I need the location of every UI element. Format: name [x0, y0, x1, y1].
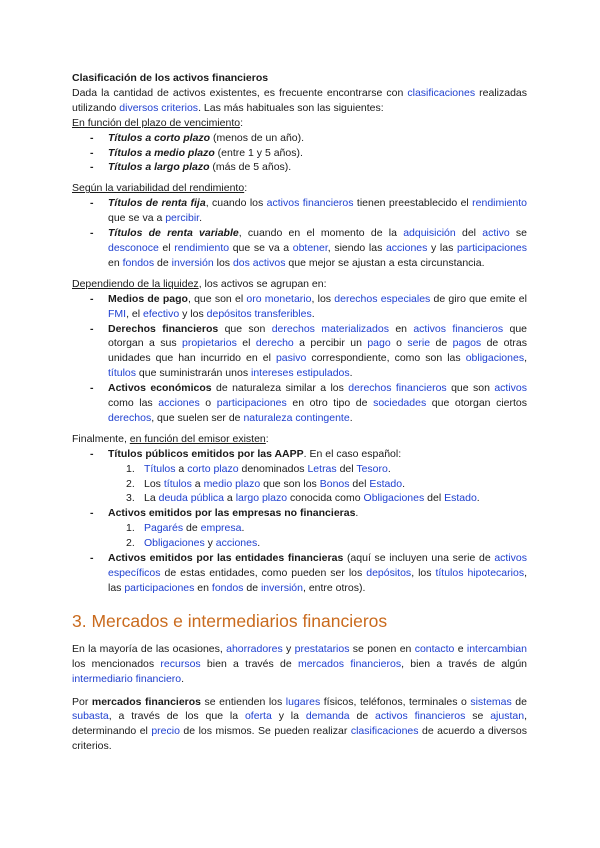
- bold-term: Derechos financieros: [108, 322, 219, 335]
- glossary-link[interactable]: pago: [367, 337, 391, 350]
- glossary-link[interactable]: medio plazo: [203, 477, 261, 490]
- text-run: denominados: [238, 462, 308, 475]
- text-run: de: [349, 710, 376, 723]
- text-run: a: [191, 477, 204, 490]
- glossary-link[interactable]: activos: [494, 382, 527, 395]
- text-run: que otorgan ciertos: [426, 397, 528, 410]
- glossary-link[interactable]: Obligaciones: [363, 492, 425, 505]
- glossary-link[interactable]: sistemas: [470, 695, 512, 708]
- glossary-link[interactable]: activo: [482, 227, 510, 240]
- glossary-link[interactable]: sociedades: [373, 397, 427, 410]
- glossary-link[interactable]: Títulos: [144, 462, 176, 475]
- glossary-link[interactable]: Obligaciones: [144, 537, 205, 550]
- text-run: se: [509, 227, 527, 240]
- sublist-item: 2. Obligaciones y acciones.: [126, 537, 261, 550]
- text-run: el: [236, 337, 256, 350]
- glossary-link[interactable]: percibir: [165, 212, 200, 225]
- text-run: de: [154, 256, 172, 269]
- text-run: de: [430, 337, 453, 350]
- glossary-link[interactable]: precio: [151, 725, 180, 738]
- glossary-link[interactable]: subasta: [72, 710, 109, 723]
- list-item: [72, 196, 527, 226]
- text-run: , entre otros).: [302, 581, 366, 594]
- text-run: a: [224, 492, 236, 505]
- glossary-link[interactable]: lugares: [285, 695, 321, 708]
- bold-term: Títulos a medio plazo: [108, 146, 215, 159]
- list-item: [72, 381, 527, 426]
- text-run: y: [282, 642, 295, 655]
- glossary-link[interactable]: propietarios: [181, 337, 237, 350]
- text-run: tienen preestablecido el: [353, 197, 473, 210]
- text-run: , cuando los: [205, 197, 267, 210]
- text-run: , a través de los que la: [108, 710, 245, 723]
- text-run: ,: [524, 352, 527, 365]
- text-run: del: [455, 227, 483, 240]
- text-run: se entienden los: [201, 695, 286, 708]
- text-run: .: [476, 492, 480, 505]
- text-run: .: [349, 411, 353, 424]
- glossary-link[interactable]: derechos especiales: [334, 292, 431, 305]
- text-run: o: [199, 397, 217, 410]
- glossary-link[interactable]: obtener: [292, 241, 328, 254]
- glossary-link[interactable]: activos financieros: [375, 710, 466, 723]
- glossary-link[interactable]: fondos: [211, 581, 244, 594]
- glossary-link[interactable]: Estado: [444, 492, 477, 505]
- text-run: que otorgan a sus: [108, 322, 528, 350]
- text-run: los mencionados: [72, 657, 161, 670]
- text-run: , que son el: [187, 292, 247, 305]
- glossary-link[interactable]: adquisición: [403, 227, 456, 240]
- text-run: a: [175, 462, 188, 475]
- liquidity-heading: Dependiendo de la liquidez, los activos se agrupan en:: [72, 277, 327, 290]
- text-run: de: [243, 581, 261, 594]
- glossary-link[interactable]: Estado: [369, 477, 403, 490]
- text-run: que suministrarán unos: [136, 367, 251, 380]
- list-item: [72, 160, 527, 175]
- bold-term: Activos económicos: [108, 382, 212, 395]
- text-run: físicos, teléfonos, terminales o: [320, 695, 471, 708]
- glossary-link[interactable]: acciones: [158, 397, 200, 410]
- bold-term: Títulos a corto plazo: [108, 131, 211, 144]
- glossary-link[interactable]: largo plazo: [235, 492, 288, 505]
- glossary-link[interactable]: ajustan: [490, 710, 525, 723]
- bold-term: mercados financieros: [91, 695, 202, 708]
- list-item: [72, 551, 527, 596]
- list-item: [72, 146, 527, 161]
- glossary-link[interactable]: Tesoro: [356, 462, 388, 475]
- bold-term: Títulos de renta variable: [108, 227, 239, 240]
- glossary-link[interactable]: depósitos: [366, 567, 412, 579]
- classification-title: Clasificación de los activos financieros: [72, 72, 269, 84]
- text-run: e: [454, 642, 467, 655]
- text-run: y las: [427, 241, 457, 254]
- text-run: se: [465, 710, 491, 723]
- sublist-item: 2. Los títulos a medio plazo que son los Bonos del Estado.: [126, 477, 405, 490]
- text-run: en: [108, 256, 123, 269]
- bold-term: Medios de pago: [108, 292, 188, 305]
- text-run: el: [158, 241, 175, 254]
- glossary-link[interactable]: deuda pública: [158, 492, 224, 505]
- glossary-link[interactable]: clasificaciones: [407, 86, 476, 99]
- text-run: , los: [411, 567, 436, 579]
- list-item: [72, 322, 527, 382]
- text-run: como las: [108, 397, 159, 410]
- text-run: realizadas utilizando: [72, 86, 527, 114]
- bold-term: Activos emitidos por las entidades financieras: [108, 552, 344, 565]
- glossary-link[interactable]: pagos: [452, 337, 482, 350]
- maturity-list: [72, 131, 527, 176]
- glossary-link[interactable]: demanda: [305, 710, 350, 723]
- bold-term: Títulos públicos emitidos por las AAPP: [108, 447, 304, 460]
- glossary-link[interactable]: acciones: [215, 537, 258, 550]
- text-run: correspondiente, como son las: [306, 352, 466, 365]
- text-run: . Las más habituales son las siguientes:: [198, 101, 384, 114]
- glossary-link[interactable]: rendimiento: [174, 241, 230, 254]
- text-run: , siendo las: [327, 241, 386, 254]
- glossary-link[interactable]: Bonos: [319, 477, 350, 490]
- text-run: de acuerdo a diversos criterios.: [72, 725, 527, 753]
- text-run: que son: [218, 322, 272, 335]
- glossary-link[interactable]: serie: [407, 337, 431, 350]
- text-run: y la: [271, 710, 306, 723]
- text-run: , el: [126, 307, 144, 320]
- glossary-link[interactable]: corto plazo: [187, 462, 239, 475]
- issuer-list: [72, 447, 527, 596]
- classification-intro: [72, 86, 527, 116]
- text-run: (menos de un año).: [210, 131, 305, 144]
- glossary-link[interactable]: participaciones: [124, 581, 195, 594]
- text-run: .: [199, 212, 202, 225]
- glossary-link[interactable]: inversión: [171, 256, 214, 269]
- list-item: [72, 226, 527, 271]
- text-run: del: [349, 477, 370, 490]
- glossary-link[interactable]: efectivo: [143, 307, 180, 320]
- glossary-link[interactable]: activos financieros: [266, 197, 354, 210]
- glossary-link[interactable]: inversión: [260, 581, 303, 594]
- text-run: de naturaleza similar a los: [211, 382, 349, 395]
- text-run: Los: [144, 477, 164, 490]
- glossary-link[interactable]: pasivo: [275, 352, 307, 365]
- text-run: Por: [72, 695, 92, 708]
- liquidity-list: [72, 292, 527, 426]
- text-run: en: [194, 581, 212, 594]
- text-run: de: [511, 695, 527, 708]
- text-run: de giro que emite el: [430, 292, 527, 305]
- glossary-link[interactable]: contacto: [414, 642, 455, 655]
- section-paragraph: [72, 695, 527, 755]
- text-run: .: [257, 537, 261, 550]
- section-paragraph: [72, 642, 527, 687]
- glossary-link[interactable]: activos específicos: [108, 552, 527, 579]
- glossary-link[interactable]: participaciones: [216, 397, 287, 410]
- glossary-link[interactable]: naturaleza contingente: [243, 411, 350, 424]
- sublist-item: 1. Pagarés de empresa.: [126, 522, 245, 535]
- glossary-link[interactable]: participaciones: [456, 241, 527, 254]
- glossary-link[interactable]: dos activos: [232, 256, 286, 269]
- bold-term: Títulos de renta fija: [108, 197, 206, 210]
- glossary-link[interactable]: oro monetario: [246, 292, 312, 305]
- public-securities-sublist: [108, 462, 527, 507]
- glossary-link[interactable]: obligaciones: [465, 352, 525, 365]
- glossary-link[interactable]: rendimiento: [472, 197, 528, 210]
- text-run: En la mayoría de las ocasiones,: [72, 642, 227, 655]
- text-run: bien a través de: [200, 657, 298, 670]
- glossary-link[interactable]: intercambian: [466, 642, 527, 655]
- text-run: .: [241, 522, 245, 535]
- glossary-link[interactable]: intermediario financiero: [72, 672, 182, 685]
- text-run: .: [181, 672, 185, 685]
- glossary-link[interactable]: desconoce: [108, 241, 159, 254]
- text-run: en otro tipo de: [286, 397, 374, 410]
- glossary-link[interactable]: derecho: [255, 337, 294, 350]
- text-run: .: [387, 462, 391, 475]
- text-run: .: [349, 367, 353, 380]
- glossary-link[interactable]: oferta: [244, 710, 272, 723]
- list-item: [72, 447, 527, 507]
- text-run: de otras unidades que han incurrido en el: [108, 337, 528, 365]
- text-run: , bien a través de algún: [401, 657, 527, 670]
- glossary-link[interactable]: diversos criterios: [119, 101, 199, 114]
- glossary-link[interactable]: ahorradores: [226, 642, 283, 655]
- glossary-link[interactable]: títulos: [108, 367, 137, 380]
- glossary-link[interactable]: recursos: [160, 657, 201, 670]
- glossary-link[interactable]: empresa: [200, 522, 242, 535]
- glossary-link[interactable]: derechos financieros: [348, 382, 447, 395]
- text-run: y los: [179, 307, 207, 320]
- maturity-heading: En función del plazo de vencimiento:: [72, 116, 244, 129]
- text-run: .: [402, 477, 405, 490]
- text-run: , las: [108, 567, 527, 594]
- glossary-link[interactable]: Letras: [307, 462, 337, 475]
- text-run: se ponen en: [349, 642, 415, 655]
- text-run: .: [311, 307, 315, 320]
- yield-list: [72, 196, 527, 271]
- text-run: Dada la cantidad de activos existentes, es frecuente encontrarse con: [72, 86, 408, 99]
- text-run: de los mismos. Se pueden realizar: [179, 725, 351, 738]
- text-run: (más de 5 años).: [209, 161, 292, 174]
- text-run: a percibir un: [293, 337, 368, 350]
- document-content: [72, 71, 527, 754]
- text-run: que son los: [260, 477, 320, 490]
- text-run: del: [424, 492, 445, 505]
- text-run: de estas entidades, como pueden ser los: [160, 567, 367, 579]
- sublist-item: 1. Títulos a corto plazo denominados Letras del Tesoro.: [126, 462, 391, 475]
- glossary-link[interactable]: mercados financieros: [297, 657, 402, 670]
- bold-term: Activos emitidos por las empresas no financieras: [108, 507, 356, 520]
- section-heading: 3. Mercados e intermediarios financieros: [72, 610, 388, 631]
- text-run: conocida como: [287, 492, 364, 505]
- glossary-link[interactable]: activos financieros: [413, 322, 504, 335]
- issuer-heading: Finalmente, en función del emisor existen:: [72, 432, 269, 445]
- list-item: [72, 292, 527, 322]
- bold-term: Títulos a largo plazo: [108, 161, 210, 174]
- text-run: y: [204, 537, 216, 550]
- sublist-item: 3. La deuda pública a largo plazo conocida como Obligaciones del Estado.: [126, 492, 480, 505]
- text-run: del: [336, 462, 357, 475]
- text-run: .: [355, 507, 359, 520]
- list-item: [72, 506, 527, 551]
- text-run: , cuando en el momento de la: [238, 227, 404, 240]
- text-run: . En el caso español:: [303, 447, 402, 460]
- text-run: (entre 1 y 5 años).: [214, 146, 303, 159]
- glossary-link[interactable]: títulos: [163, 477, 192, 490]
- glossary-link[interactable]: acciones: [385, 241, 428, 254]
- glossary-link[interactable]: derechos materializados: [271, 322, 389, 335]
- glossary-link[interactable]: títulos hipotecarios: [435, 567, 525, 579]
- text-run: de: [183, 522, 201, 535]
- text-run: , determinando el: [72, 710, 527, 738]
- text-run: que mejor se ajustan a esta circunstancia.: [285, 256, 485, 269]
- glossary-link[interactable]: fondos: [122, 256, 155, 269]
- text-run: (aquí se incluyen una serie de: [343, 552, 495, 565]
- text-run: , los: [311, 292, 335, 305]
- text-run: La: [144, 492, 159, 505]
- yield-heading: Según la variabilidad del rendimiento:: [72, 182, 248, 195]
- glossary-link[interactable]: prestatarios: [294, 642, 350, 655]
- text-run: o: [390, 337, 408, 350]
- glossary-link[interactable]: clasificaciones: [350, 725, 419, 738]
- text-run: que son: [446, 382, 495, 395]
- glossary-link[interactable]: intereses estipulados: [251, 367, 350, 380]
- glossary-link[interactable]: depósitos transferibles: [206, 307, 312, 320]
- glossary-link[interactable]: Pagarés: [144, 522, 184, 535]
- text-run: que se va a: [229, 241, 293, 254]
- text-run: que se va a: [108, 212, 166, 225]
- text-run: , que suelen ser de: [151, 411, 244, 424]
- text-run: en: [388, 322, 414, 335]
- list-item: [72, 131, 527, 146]
- glossary-link[interactable]: FMI: [108, 307, 127, 320]
- company-assets-sublist: [108, 521, 527, 551]
- text-run: los: [213, 256, 233, 269]
- glossary-link[interactable]: derechos: [108, 411, 152, 424]
